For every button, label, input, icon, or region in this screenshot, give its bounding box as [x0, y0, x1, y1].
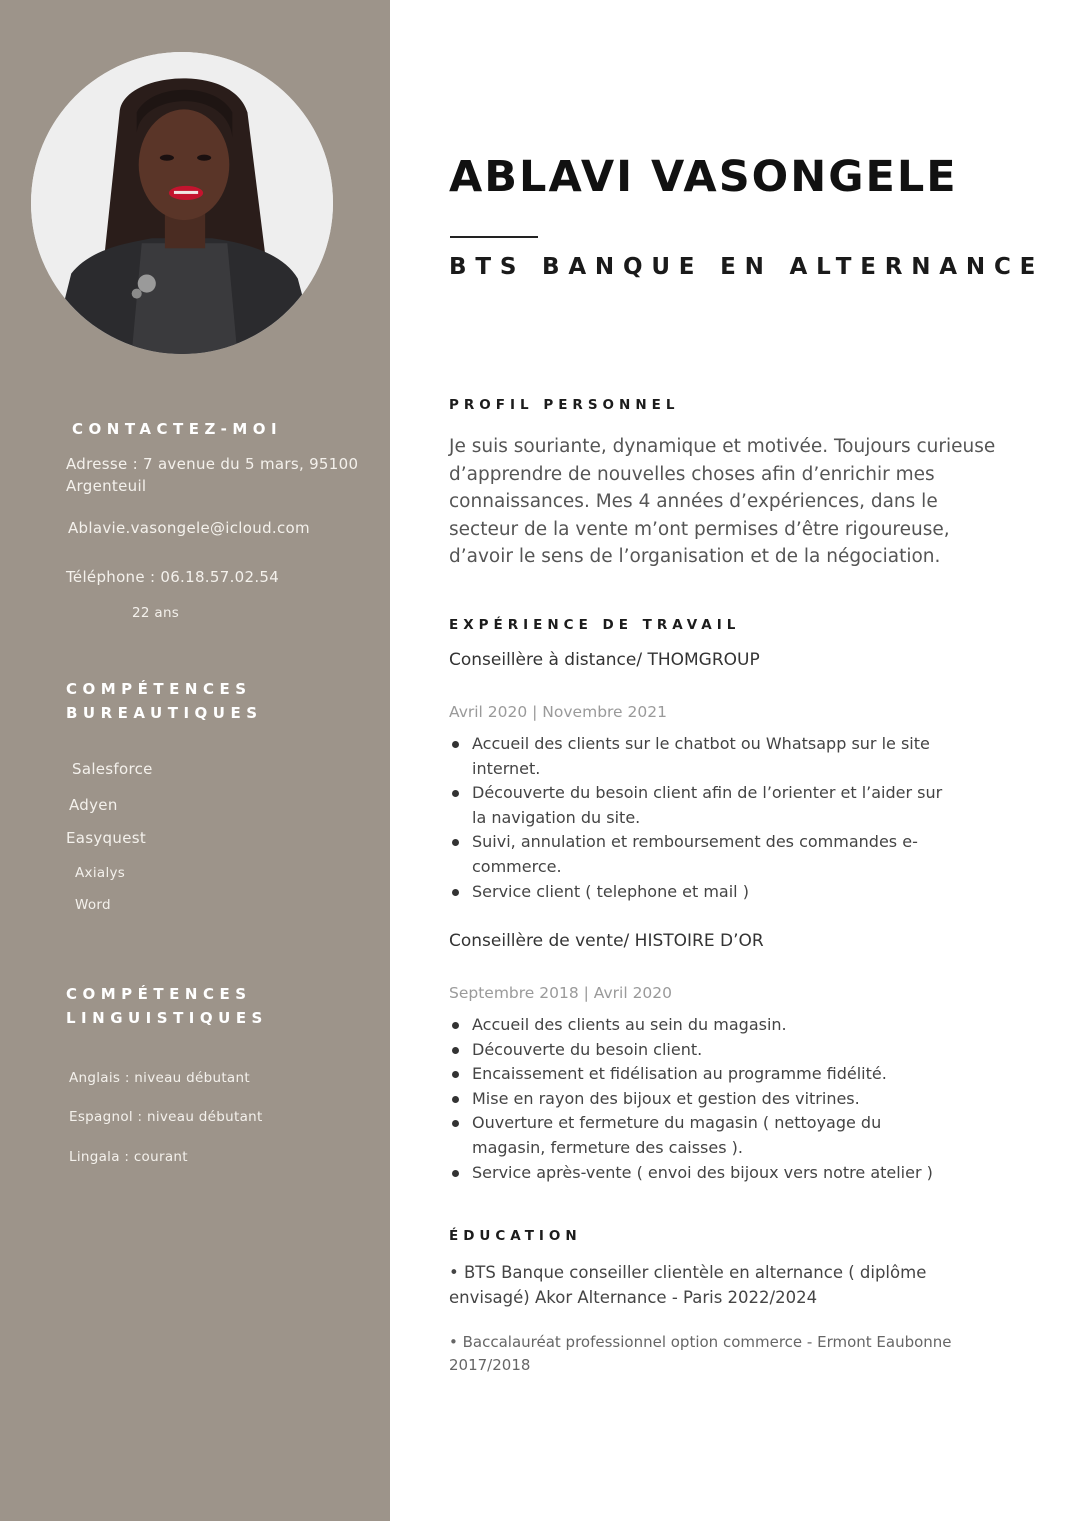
- job-tasks: [449, 732, 949, 904]
- job-title: Conseillère à distance/ THOMGROUP: [449, 650, 760, 670]
- education-heading: ÉDUCATION: [449, 1228, 582, 1244]
- office-skill-item: Word: [75, 897, 111, 913]
- job-dates: Avril 2020 | Novembre 2021: [449, 703, 667, 721]
- list-item: Suivi, annulation et remboursement des commandes e-commerce.: [449, 830, 949, 879]
- office-skill-item: Axialys: [75, 865, 126, 881]
- language-item: Espagnol : niveau débutant: [69, 1109, 263, 1125]
- phone[interactable]: Téléphone : 06.18.57.02.54: [66, 568, 280, 586]
- list-item: Mise en rayon des bijoux et gestion des vitrines.: [449, 1087, 949, 1112]
- office-skills-heading-line1: COMPÉTENCES: [66, 680, 252, 698]
- language-skills-heading-line2: LINGUISTIQUES: [66, 1009, 268, 1027]
- list-item: Service après-vente ( envoi des bijoux vers notre atelier ): [449, 1161, 949, 1186]
- job-dates: Septembre 2018 | Avril 2020: [449, 984, 673, 1002]
- profile-photo: [31, 52, 333, 354]
- list-item: Accueil des clients sur le chatbot ou Whatsapp sur le site internet.: [449, 732, 949, 781]
- language-skills-heading-line1: COMPÉTENCES: [66, 985, 252, 1003]
- language-item: Anglais : niveau débutant: [69, 1070, 250, 1086]
- list-item: Découverte du besoin client.: [449, 1038, 949, 1063]
- experience-heading: EXPÉRIENCE DE TRAVAIL: [449, 617, 741, 633]
- office-skill-item: Adyen: [69, 796, 118, 814]
- list-item: Accueil des clients au sein du magasin.: [449, 1013, 949, 1038]
- sidebar: [0, 0, 390, 1521]
- office-skills-heading-line2: BUREAUTIQUES: [66, 704, 263, 722]
- education-item: • Baccalauréat professionnel option commerce - Ermont Eaubonne 2017/2018: [449, 1333, 952, 1374]
- contact-heading: CONTACTEZ-MOI: [72, 420, 283, 438]
- job-title: Conseillère de vente/ HISTOIRE D’OR: [449, 931, 764, 951]
- list-item: Service client ( telephone et mail ): [449, 880, 949, 905]
- profile-heading: PROFIL PERSONNEL: [449, 397, 680, 413]
- title-divider: [450, 236, 538, 238]
- address-line1: Adresse : 7 avenue du 5 mars, 95100: [66, 455, 359, 473]
- age: 22 ans: [132, 605, 180, 621]
- email[interactable]: Ablavie.vasongele@icloud.com: [68, 519, 310, 537]
- language-item: Lingala : courant: [69, 1149, 188, 1165]
- office-skill-item: Salesforce: [72, 760, 153, 778]
- candidate-subtitle: BTS BANQUE EN ALTERNANCE: [449, 254, 1045, 280]
- list-item: Encaissement et fidélisation au programme fidélité.: [449, 1062, 949, 1087]
- list-item: Ouverture et fermeture du magasin ( nettoyage du magasin, fermeture des caisses ).: [449, 1111, 949, 1160]
- candidate-name: ABLAVI VASONGELE: [449, 152, 958, 202]
- address-line2: Argenteuil: [66, 477, 147, 495]
- education-item: • BTS Banque conseiller clientèle en alternance ( diplôme envisagé) Akor Alternance - Paris 2022/2024: [449, 1263, 927, 1307]
- list-item: Découverte du besoin client afin de l’orienter et l’aider sur la navigation du site.: [449, 781, 949, 830]
- office-skill-item: Easyquest: [66, 829, 147, 847]
- portrait-illustration: [31, 52, 333, 354]
- job-tasks: [449, 1013, 949, 1185]
- profile-text: Je suis souriante, dynamique et motivée. Toujours curieuse d’apprendre de nouvelles choses afin d’enrichir mes connaissances. Mes 4 années d’expériences, dans le secteur de la vente m’ont permises d’être rigoureuse, d’avoir le sens de l’organisation et de la négociation.: [449, 436, 996, 568]
